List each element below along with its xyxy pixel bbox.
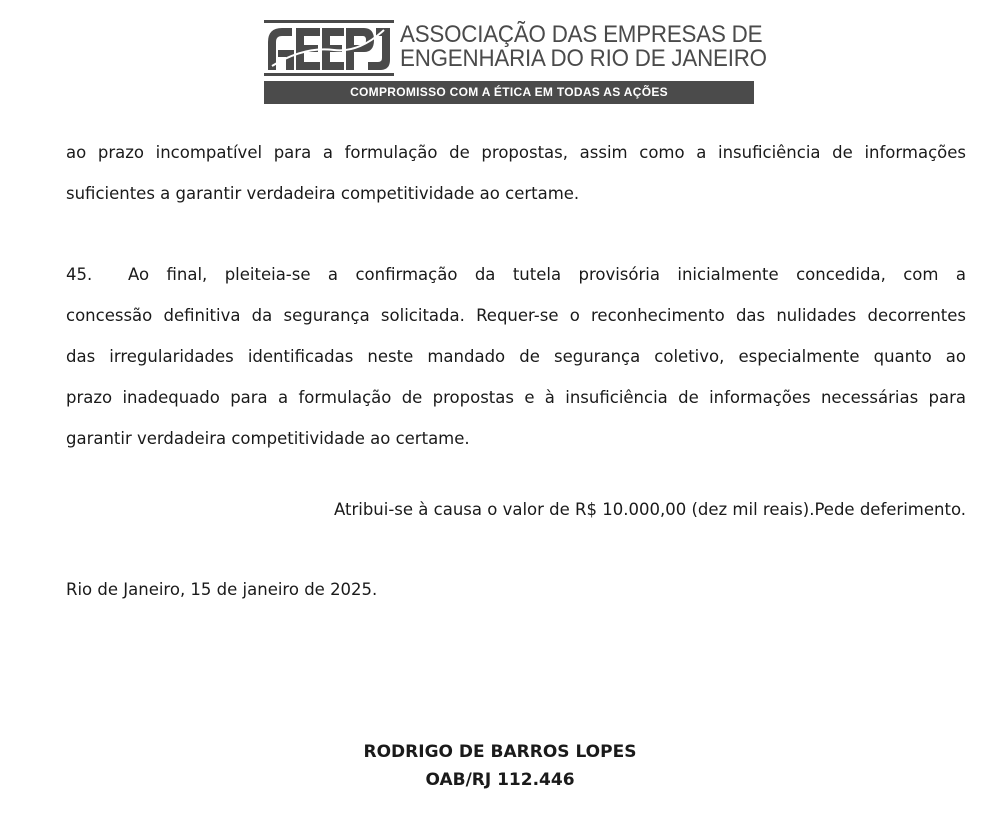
paragraph-line: suficientes a garantir verdadeira competitividade ao certame. [66, 184, 580, 203]
motto-banner: COMPROMISSO COM A ÉTICA EM TODAS AS AÇÕES [264, 81, 754, 104]
org-name-line-2: ENGENHARIA DO RIO DE JANEIRO [400, 45, 767, 72]
case-value-line: Atribui-se à causa o valor de R$ 10.000,00 (dez mil reais).Pede deferimento. [333, 500, 966, 519]
paragraph-line: concessão definitiva da segurança solicitada. Requer-se o reconhecimento das nulidades decorrentes [66, 306, 966, 325]
organization-name [400, 23, 767, 71]
paragraph-line-text: Ao final, pleiteia-se a confirmação da tutela provisória inicialmente concedida, com a [128, 265, 966, 284]
date-line: Rio de Janeiro, 15 de janeiro de 2025. [66, 580, 378, 599]
paragraph-line [66, 254, 966, 295]
org-name-line-1: ASSOCIAÇÃO DAS EMPRESAS DE [400, 21, 763, 48]
paragraph-number: 45. [66, 265, 93, 284]
paragraph-line: das irregularidades identificadas neste mandado de segurança coletivo, especialmente quanto ao [66, 347, 966, 366]
signatory-registration: OAB/RJ 112.446 [425, 770, 575, 790]
paragraph-line: ao prazo incompatível para a formulação de propostas, assim como a insuficiência de informações [66, 143, 966, 162]
aeerj-logo-icon [264, 20, 394, 76]
paragraph-line: prazo inadequado para a formulação de propostas e à insuficiência de informações necessárias para [66, 388, 966, 407]
letterhead [264, 20, 767, 106]
paragraph-continuation [66, 132, 966, 214]
paragraph-45 [66, 254, 966, 459]
signatory-name: RODRIGO DE BARROS LOPES [363, 742, 637, 762]
paragraph-line: garantir verdadeira competitividade ao certame. [66, 429, 470, 448]
